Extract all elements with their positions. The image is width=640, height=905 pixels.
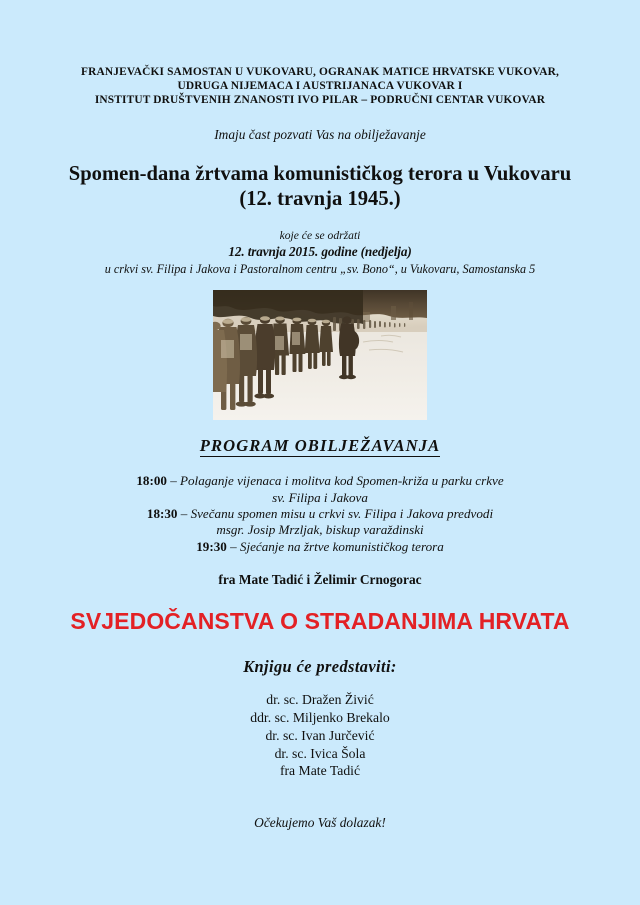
organizer-header: [48, 0, 592, 108]
program-heading-text: PROGRAM OBILJEŽAVANJA: [199, 436, 441, 456]
schedule-subline: msgr. Josip Mrzljak, biskup varaždinski: [216, 522, 424, 538]
presenters-list: [48, 691, 592, 780]
schedule-description: Svečanu spomen misu u crkvi sv. Filipa i Jakova predvodi: [190, 505, 494, 521]
presenter-item: ddr. sc. Miljenko Brekalo: [250, 709, 390, 725]
presenters-intro: Knjigu će predstaviti:: [243, 657, 397, 677]
book-title-headline: SVJEDOČANSTVA O STRADANJIMA HRVATA: [70, 608, 570, 635]
closing-line: Očekujemo Vaš dolazak!: [254, 815, 386, 831]
hosts-line: fra Mate Tadić i Želimir Crnogorac: [218, 572, 422, 588]
invitation-line: Imaju čast pozvati Vas na obilježavanje: [214, 126, 426, 142]
schedule-item: [48, 473, 592, 506]
schedule-dash: –: [226, 538, 240, 554]
event-details: [48, 228, 592, 278]
schedule-dash: –: [177, 505, 191, 521]
program-heading: [48, 436, 592, 456]
organizer-line-3: INSTITUT DRUŠTVENIH ZNANOSTI IVO PILAR – PODRUČNI CENTAR VUKOVAR: [94, 94, 546, 107]
presenter-item: fra Mate Tadić: [279, 763, 361, 779]
page-title-line-2: (12. travnja 1945.): [239, 187, 401, 210]
schedule-time: 18:30: [146, 505, 178, 521]
presenter-item: dr. sc. Dražen Živić: [266, 692, 374, 708]
presenter-item: dr. sc. Ivan Jurčević: [265, 727, 375, 743]
organizer-line-2: UDRUGA NIJEMACA I AUSTRIJANACA VUKOVAR I: [177, 80, 463, 93]
schedule-dash: –: [166, 473, 181, 489]
schedule-time: 19:30: [196, 538, 227, 554]
schedule-item: [48, 539, 592, 555]
program-schedule: [48, 473, 592, 555]
schedule-subline: sv. Filipa i Jakova: [272, 489, 368, 505]
schedule-description: Polaganje vijenaca i molitva kod Spomen-križa u parku crkve: [180, 473, 504, 489]
presenter-item: dr. sc. Ivica Šola: [274, 745, 366, 761]
page-title-line-1: Spomen-dana žrtvama komunističkog terora u Vukovaru: [68, 162, 572, 185]
event-location: u crkvi sv. Filipa i Jakova i Pastoralnom centru „sv. Bono“, u Vukovaru, Samostanska 5: [104, 261, 536, 276]
event-date: 12. travnja 2015. godine (nedjelja): [228, 244, 412, 260]
photograph-container: [48, 290, 592, 420]
event-intro: koje će se održati: [279, 228, 361, 242]
schedule-description: Sjećanje na žrtve komunističkog terora: [239, 538, 444, 554]
schedule-item: [48, 506, 592, 539]
page-title: [48, 162, 592, 212]
organizer-line-1: FRANJEVAČKI SAMOSTAN U VUKOVARU, OGRANAK MATICE HRVATSKE VUKOVAR,: [81, 66, 559, 78]
historical-photo: [213, 290, 427, 420]
schedule-time: 18:00: [136, 473, 167, 489]
